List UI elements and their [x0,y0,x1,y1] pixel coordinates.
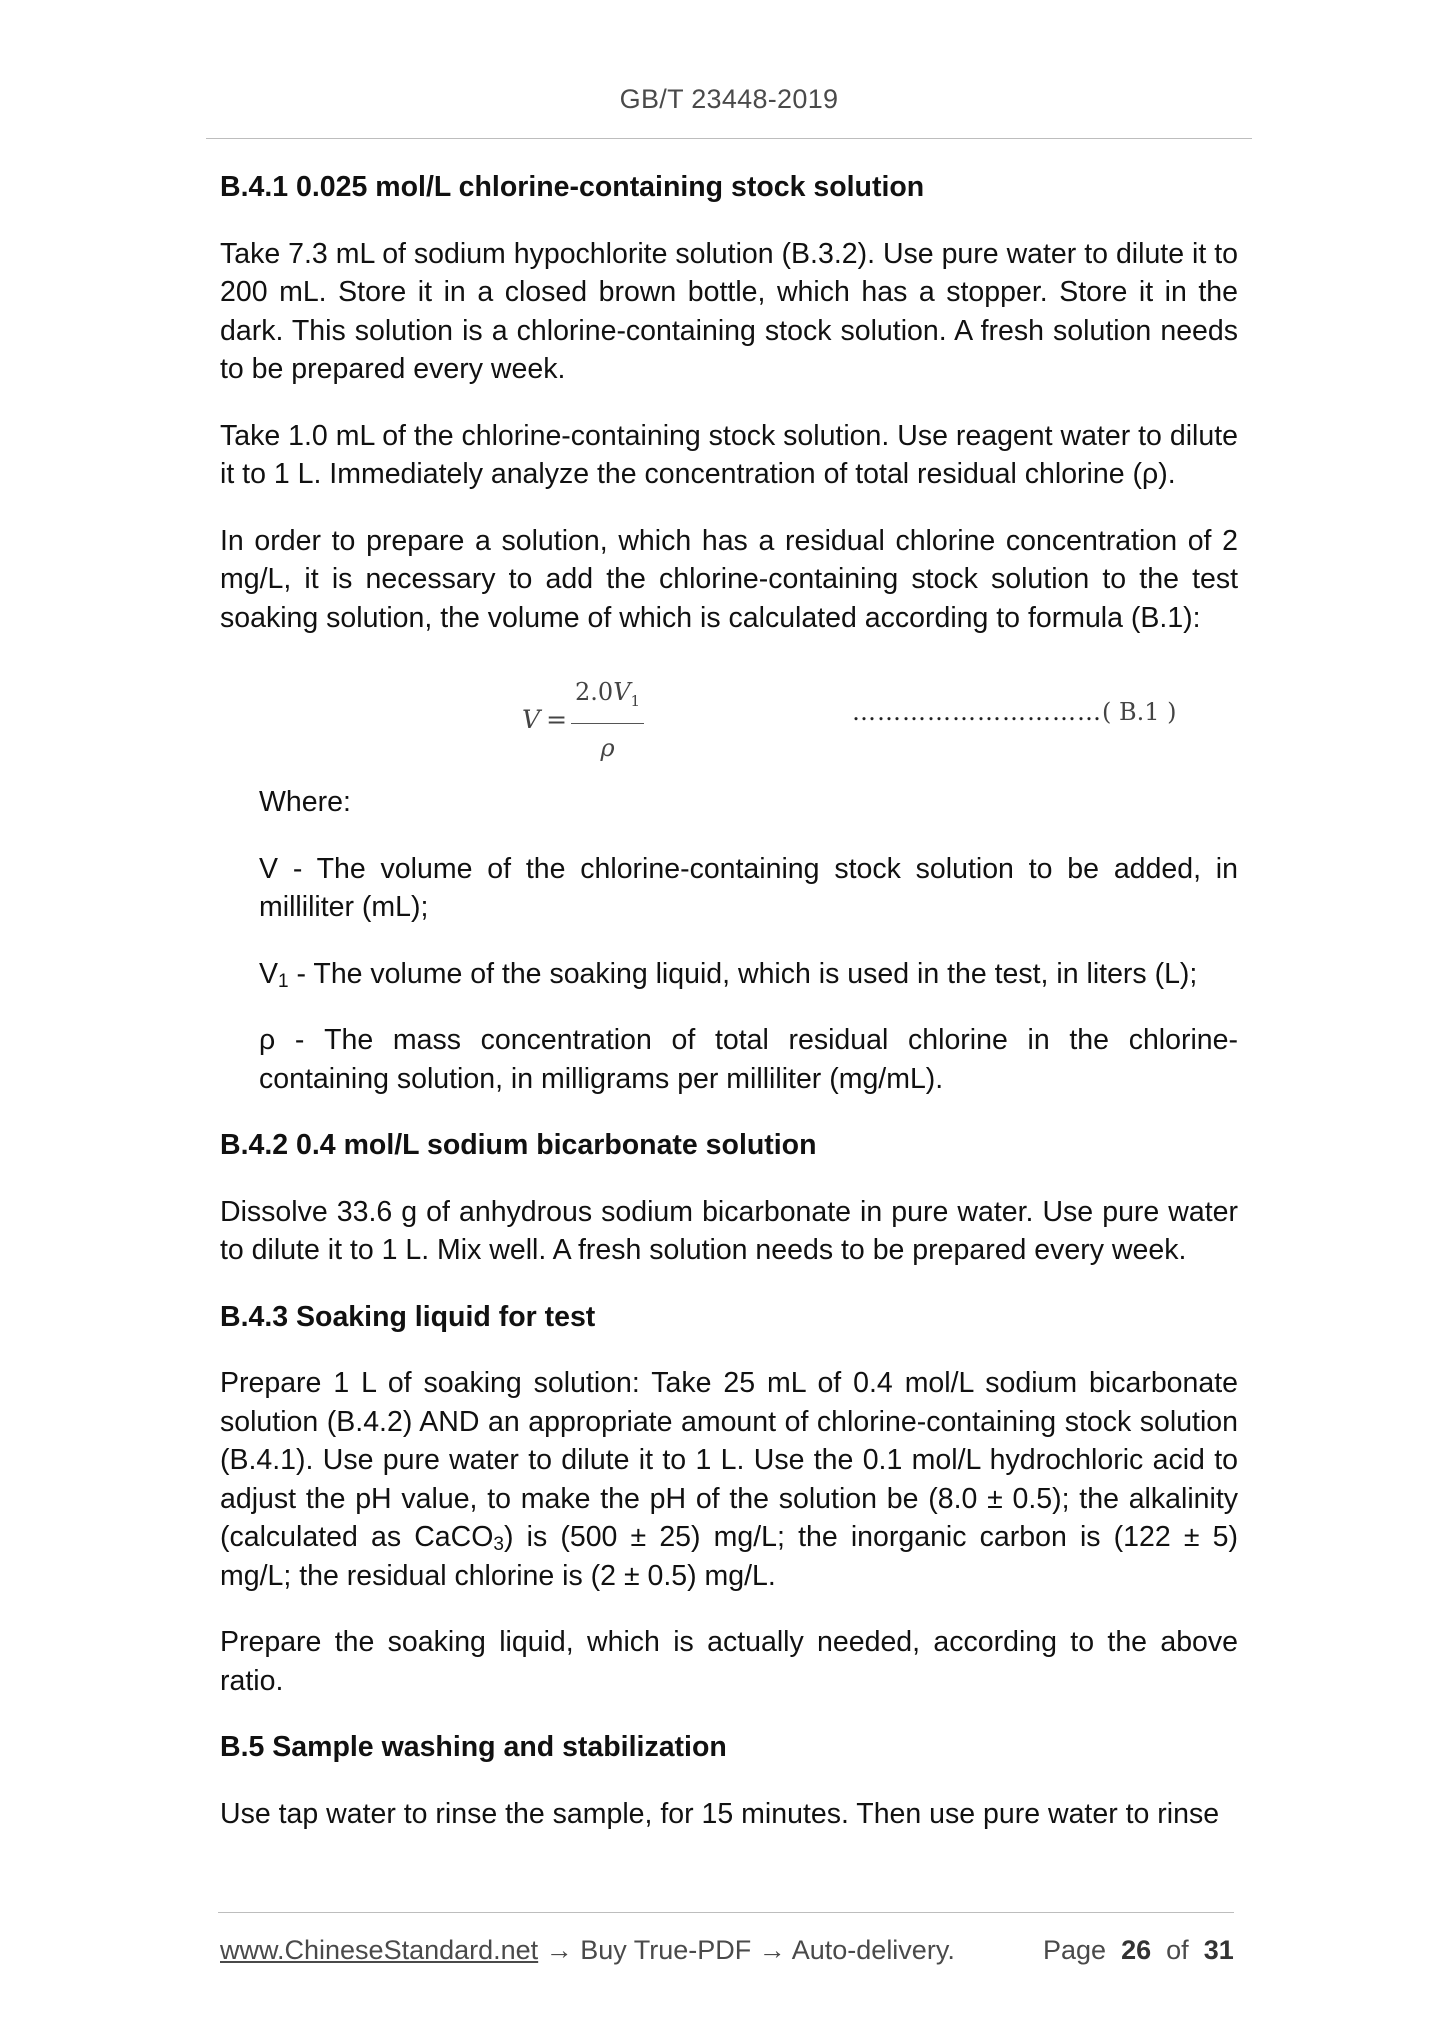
footer-divider [218,1912,1234,1913]
section-heading-b43: B.4.3 Soaking liquid for test [220,1300,596,1333]
section-heading-b5: B.5 Sample washing and stabilization [220,1731,727,1763]
footer-tagline: → Buy True-PDF → Auto-delivery. [538,1935,955,1965]
formula-equals: = [546,705,568,735]
formula-numerator [571,673,644,724]
definition-v: V - The volume of the chlorine-containing stock solution to be added, in milliliter (mL); [259,852,1238,923]
page-number: 26 [1121,1935,1152,1965]
paragraph [220,1364,1238,1595]
of-label: of [1166,1935,1189,1965]
paragraph: In order to prepare a solution, which has a residual chlorine concentration of 2 mg/L, it is necessary to add the chlorine-containing stock solution to the test soaking solution, the volume of which is calculated according to formula (B.1): [220,524,1238,634]
header-divider [206,138,1252,139]
paragraph: Use tap water to rinse the sample, for 15 minutes. Then use pure water to rinse [220,1797,1220,1830]
formula-leader-dots: ………………………… [852,698,1102,726]
numerator-coefficient: 2.0 [575,678,614,706]
formula-b1 [220,665,1238,765]
paragraph-text: ) is (500 ± 25) mg/L; the inorganic carbon is (122 ± 5) mg/L; the residual chlorine is (2 ± 0.5) mg/L. [220,1521,1238,1592]
paragraph: Take 1.0 mL of the chlorine-containing stock solution. Use reagent water to dilute it to 1 L. Immediately analyze the concentration of total residual chlorine (ρ). [220,419,1238,490]
definition-v1 [259,955,1238,994]
numerator-variable: V [613,678,631,706]
page-footer [220,1935,1236,1966]
page-indicator [1043,1935,1234,1966]
definition-v1-variable: V [259,957,279,990]
paragraph: Take 7.3 mL of sodium hypochlorite solution (B.3.2). Use pure water to dilute it to 200 mL. Store it in a closed brown bottle, which has a stopper. Store it in the dark. This solution is a chlorine-containing stock solution. A fresh solution needs to be prepared every week. [220,237,1238,385]
formula-fraction [571,673,644,768]
formula-denominator: ρ [600,734,615,763]
page-header: GB/T 23448-2019 [619,84,839,114]
paragraph: Prepare the soaking liquid, which is actually needed, according to the above ratio. [220,1626,1238,1697]
formula-number: ( B.1 ) [1102,698,1177,726]
definition-rho: ρ - The mass concentration of total residual chlorine in the chlorine-containing solution, in milligrams per milliliter (mg/mL). [259,1024,1238,1095]
paragraph: Dissolve 33.6 g of anhydrous sodium bicarbonate in pure water. Use pure water to dilute it to 1 L. Mix well. A fresh solution needs to be prepared every week. [220,1195,1238,1266]
website-link[interactable]: www.ChineseStandard.net [220,1935,539,1965]
section-heading-b41: B.4.1 0.025 mol/L chlorine-containing stock solution [220,171,925,203]
formula-lhs: V [522,705,541,735]
section-heading-b42: B.4.2 0.4 mol/L sodium bicarbonate solution [220,1129,817,1161]
page-label: Page [1043,1935,1107,1965]
definition-v1-subscript: 1 [278,970,289,992]
where-label: Where: [259,786,351,818]
definition-v1-text: - The volume of the soaking liquid, which is used in the test, in liters (L); [288,957,1198,990]
paragraph-text: Prepare 1 L of soaking solution: Take 25 mL of 0.4 mol/L sodium bicarbonate solution (B.4.2) AND an appropriate amount of chlorine-containing stock solution (B.4.1). Use pure water to dilute it to 1 L. Use the 0.1 mol/L hydrochloric acid to adjust the pH value, to make the pH of the solution be (8.0 ± 0.5); the alkalinity (calculated as CaCO [220,1367,1238,1553]
formula-expression [522,673,644,768]
document-body [220,168,1238,1861]
formula-reference [852,693,1177,732]
page-total: 31 [1203,1935,1234,1965]
caco3-subscript: 3 [493,1534,504,1555]
numerator-subscript: 1 [630,691,641,710]
